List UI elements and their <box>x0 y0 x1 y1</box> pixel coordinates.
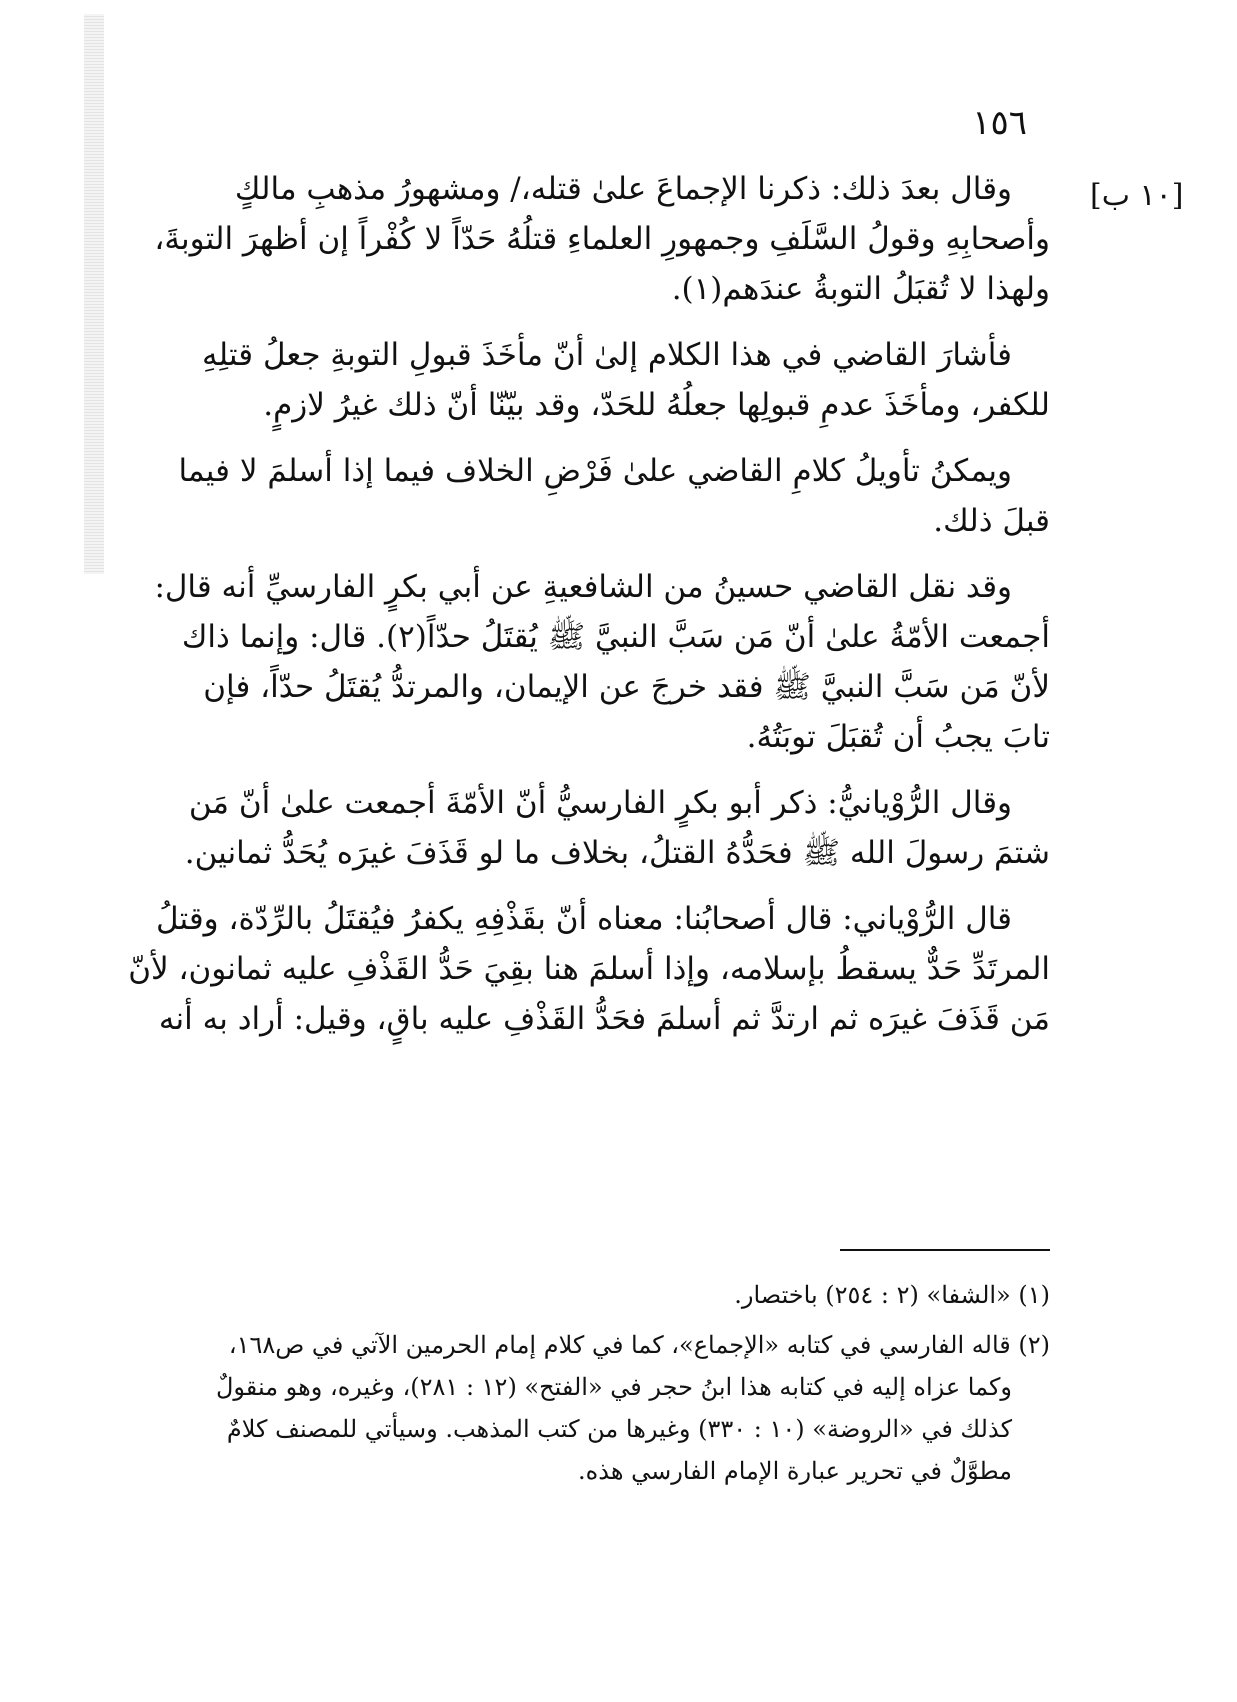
text-line: وقال الرُّوْيانيُّ: ذكر أبو بكرٍ الفارسيُّ أنّ الأمّةَ أجمعت علىٰ أنّ مَن <box>188 785 1012 821</box>
text-line: لأنّ مَن سَبَّ النبيَّ ﷺ فقد خرجَ عن الإيمان، والمرتدُّ يُقتَلُ حدّاً، فإن <box>203 669 1050 705</box>
footnote <box>120 1274 1050 1316</box>
footnote-line: (١) «الشفا» (٢ : ٢٥٤) باختصار. <box>734 1281 1050 1309</box>
text-line: للكفر، ومأخَذَ عدمِ قبولِها جعلُهُ للحَدّ، وقد بيّنّا أنّ ذلك غيرُ لازمٍ. <box>263 387 1050 423</box>
page-number: ١٥٦ <box>972 103 1027 143</box>
text-line: وقال بعدَ ذلك: ذكرنا الإجماعَ علىٰ قتله،/ ومشهورُ مذهبِ مالكٍ <box>234 171 1012 207</box>
paragraph <box>120 330 1050 430</box>
text-line: فأشارَ القاضي في هذا الكلام إلىٰ أنّ مأخَذَ قبولِ التوبةِ جعلُ قتلِهِ <box>202 337 1012 373</box>
text-line: وأصحابِهِ وقولُ السَّلَفِ وجمهورِ العلماءِ قتلُهُ حَدّاً لا كُفْراً إن أظهرَ التوبةَ، <box>154 221 1050 257</box>
text-line: تابَ يجبُ أن تُقبَلَ توبَتُهُ. <box>746 719 1050 755</box>
folio-marker: [١٠ ب] <box>1090 178 1184 213</box>
paragraph <box>120 446 1050 546</box>
text-line: قبلَ ذلك. <box>933 503 1050 539</box>
text-line: ولهذا لا تُقبَلُ التوبةُ عندَهم(١). <box>671 271 1050 307</box>
footnotes <box>120 1274 1050 1500</box>
scan-gutter-strip <box>84 14 104 574</box>
text-line: وقد نقل القاضي حسينُ من الشافعيةِ عن أبي بكرٍ الفارسيِّ أنه قال: <box>154 569 1012 605</box>
main-text <box>120 164 1050 1060</box>
text-line: شتمَ رسولَ الله ﷺ فحَدُّهُ القتلُ، بخلاف ما لو قَذَفَ غيرَه يُحَدُّ ثمانين. <box>184 835 1050 871</box>
text-line: المرتَدِّ حَدٌّ يسقطُ بإسلامه، وإذا أسلمَ هنا بقِيَ حَدُّ القَذْفِ عليه ثمانون، لأنّ <box>128 951 1050 987</box>
footnote-line: كذلك في «الروضة» (١٠ : ٣٣٠) وغيرها من كتب المذهب. وسيأتي للمصنف كلامٌ <box>226 1415 1012 1443</box>
footnote <box>120 1324 1050 1492</box>
footnote-line: وكما عزاه إليه في كتابه هذا ابنُ حجر في «الفتح» (١٢ : ٢٨١)، وغيره، وهو منقولٌ <box>215 1373 1012 1401</box>
paragraph <box>120 562 1050 762</box>
footnote-line: مطوَّلٌ في تحرير عبارة الإمام الفارسي هذه. <box>578 1457 1012 1485</box>
paragraph <box>120 164 1050 314</box>
footnote-separator <box>840 1249 1050 1251</box>
paragraph <box>120 894 1050 1044</box>
text-line: ويمكنُ تأويلُ كلامِ القاضي علىٰ فَرْضِ الخلاف فيما إذا أسلمَ لا فيما <box>178 453 1012 489</box>
text-line: مَن قَذَفَ غيرَه ثم ارتدَّ ثم أسلمَ فحَدُّ القَذْفِ عليه باقٍ، وقيل: أراد به أنه <box>158 1001 1050 1037</box>
text-line: قال الرُّوْياني: قال أصحابُنا: معناه أنّ بقَذْفِهِ يكفرُ فيُقتَلُ بالرِّدّة، وقتلُ <box>155 901 1012 937</box>
paragraph <box>120 778 1050 878</box>
text-line: أجمعت الأمّةُ علىٰ أنّ مَن سَبَّ النبيَّ ﷺ يُقتَلُ حدّاً(٢). قال: وإنما ذاك <box>181 619 1050 655</box>
footnote-line: (٢) قاله الفارسي في كتابه «الإجماع»، كما في كلام إمام الحرمين الآتي في ص١٦٨، <box>228 1331 1050 1359</box>
